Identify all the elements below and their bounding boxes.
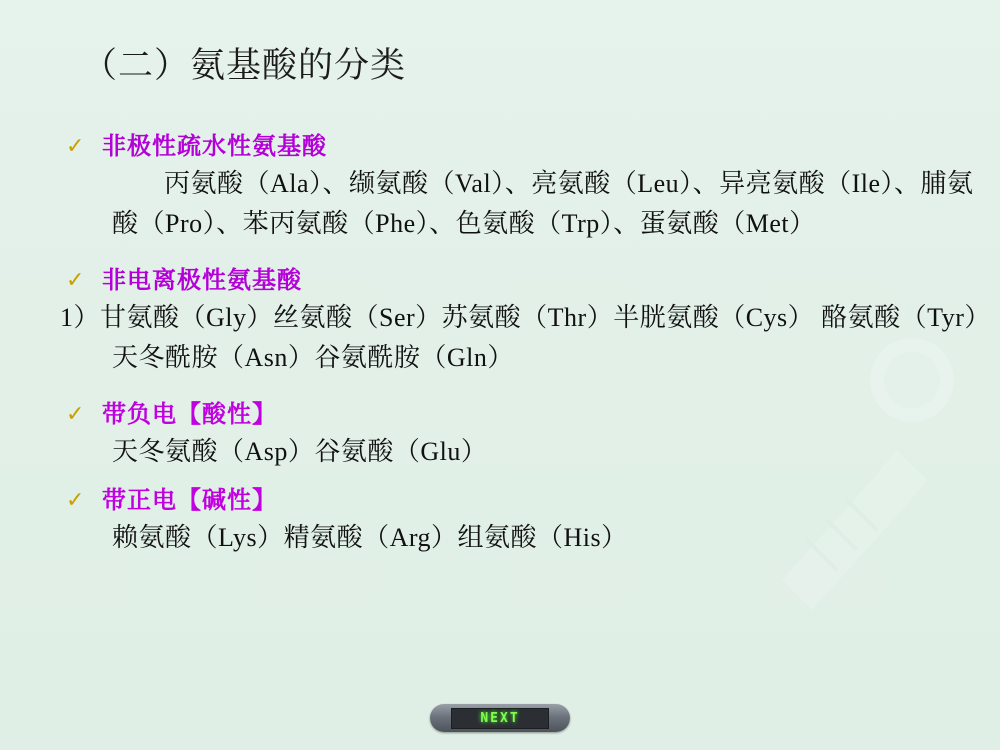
section-heading-nonpolar: 非极性疏水性氨基酸	[102, 133, 327, 160]
section-heading-positive: 带正电【碱性】	[102, 487, 277, 514]
next-button[interactable]	[430, 704, 570, 732]
list-item	[60, 486, 960, 516]
check-icon: ✓	[66, 402, 85, 427]
spacer	[60, 472, 960, 482]
section-body-positive: 赖氨酸（Lys）精氨酸（Arg）组氨酸（His）	[112, 523, 628, 552]
section-heading-nonionizing: 非电离极性氨基酸	[102, 267, 302, 294]
check-icon: ✓	[66, 488, 85, 513]
section-heading-negative: 带负电【酸性】	[102, 401, 277, 428]
next-button-wrapper[interactable]	[430, 704, 570, 734]
page-title: （二）氨基酸的分类	[82, 46, 407, 85]
check-icon: ✓	[66, 268, 85, 293]
slide-content	[60, 128, 991, 558]
list-item	[60, 266, 960, 296]
spacer	[60, 378, 960, 396]
list-item	[60, 400, 960, 430]
spacer	[60, 244, 960, 262]
next-button-screen	[451, 708, 549, 729]
section-body-negative: 天冬氨酸（Asp）谷氨酸（Glu）	[112, 437, 488, 466]
section-body-nonpolar: 丙氨酸（Ala）、缬氨酸（Val）、亮氨酸（Leu）、异亮氨酸（Ile）、脯氨酸（Pro）、苯丙氨酸（Phe）、色氨酸（Trp）、蛋氨酸（Met）	[112, 169, 974, 238]
check-icon: ✓	[66, 134, 85, 159]
list-item	[60, 132, 960, 162]
next-button-label: NEXT	[480, 710, 520, 726]
section-body-nonionizing: 1）甘氨酸（Gly）丝氨酸（Ser）苏氨酸（Thr）半胱氨酸（Cys） 酪氨酸（Tyr）天冬酰胺（Asn）谷氨酰胺（Gln）	[60, 303, 991, 372]
